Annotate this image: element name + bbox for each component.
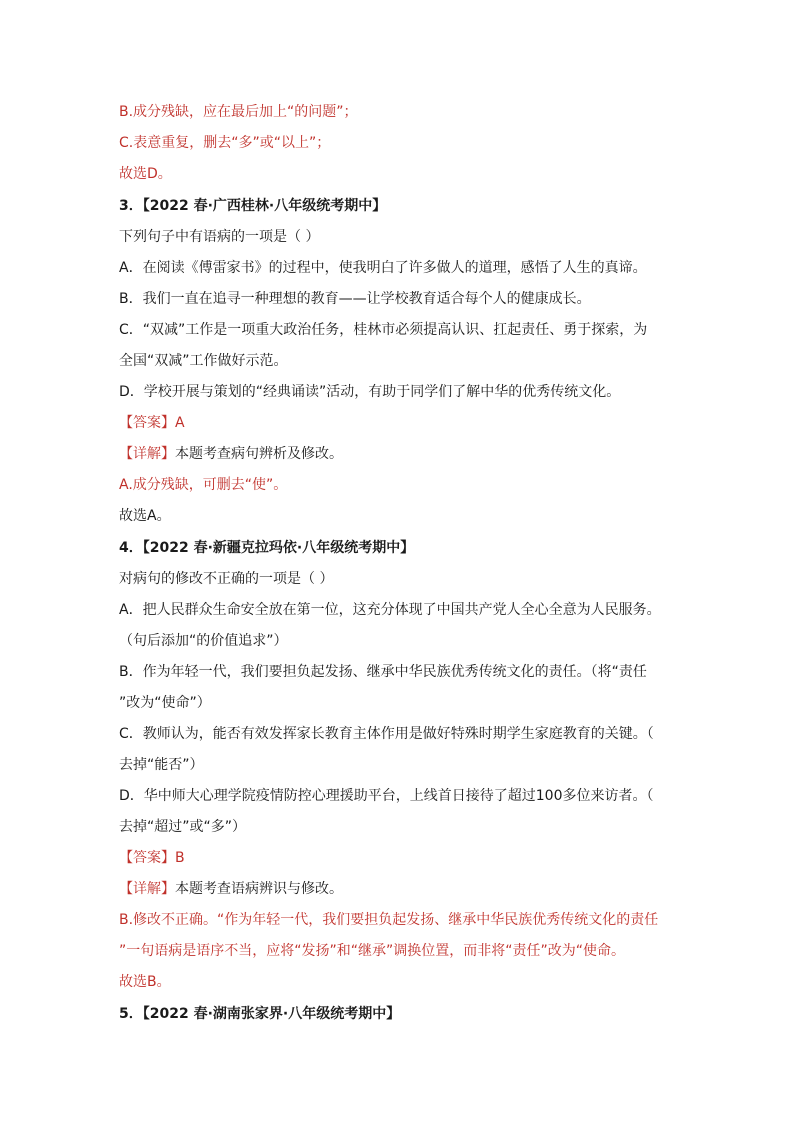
q3-option-d: D．学校开展与策划的“经典诵读”活动，有助于同学们了解中华的优秀传统文化。 xyxy=(119,384,621,400)
q3-detail xyxy=(119,444,679,464)
q3-explanation: A.成分残缺，可删去“使”。 xyxy=(119,477,288,493)
q3-header: 3．【2022 春·广西桂林·八年级统考期中】 xyxy=(119,198,387,214)
q3-conclusion: 故选A。 xyxy=(119,508,171,524)
q4-option-d-line2: 去掉“超过”或“多”） xyxy=(119,819,247,835)
q5-header: 5．【2022 春·湖南张家界·八年级统考期中】 xyxy=(119,1006,401,1022)
q4-detail xyxy=(119,879,679,899)
q4-detail-tag: 【详解】 xyxy=(119,881,175,897)
q4-answer-value: B xyxy=(175,850,185,866)
q4-option-b-line1: B．作为年轻一代，我们要担负起发扬、继承中华民族优秀传统文化的责任。（将“责任 xyxy=(119,664,647,680)
q4-option-b-line2: ”改为“使命”） xyxy=(119,695,211,711)
q3-option-c-line2: 全国“双减”工作做好示范。 xyxy=(119,353,288,369)
intro-option-b-explanation: B.成分残缺，应在最后加上“的问题”； xyxy=(119,104,358,120)
q3-detail-tag: 【详解】 xyxy=(119,446,175,462)
q4-option-a-line1: A．把人民群众生命安全放在第一位，这充分体现了中国共产党人全心全意为人民服务。 xyxy=(119,602,661,618)
q3-option-b: B．我们一直在追寻一种理想的教育——让学校教育适合每个人的健康成长。 xyxy=(119,291,591,307)
q4-conclusion: 故选B。 xyxy=(119,974,171,990)
q3-answer xyxy=(119,413,679,433)
q4-detail-text: 本题考查语病辨识与修改。 xyxy=(175,881,343,897)
q4-stem: 对病句的修改不正确的一项是（ ） xyxy=(119,571,334,587)
q4-explanation-line2: ”一句语病是语序不当，应将“发扬”和“继承”调换位置，而非将“责任”改为“使命。 xyxy=(119,943,626,959)
q3-option-c-line1: C．“双减”工作是一项重大政治任务，桂林市必须提高认识、扛起责任、勇于探索，为 xyxy=(119,322,648,338)
q4-option-c-line2: 去掉“能否”） xyxy=(119,757,204,773)
q4-option-a-line2: （句后添加“的价值追求”） xyxy=(119,633,288,649)
q3-option-a: A．在阅读《傅雷家书》的过程中，使我明白了许多做人的道理，感悟了人生的真谛。 xyxy=(119,260,647,276)
q4-header: 4．【2022 春·新疆克拉玛依·八年级统考期中】 xyxy=(119,540,415,556)
intro-conclusion: 故选D。 xyxy=(119,166,172,182)
q4-answer-tag: 【答案】 xyxy=(119,850,175,866)
q3-detail-text: 本题考查病句辨析及修改。 xyxy=(175,446,343,462)
q4-option-d-line1: D．华中师大心理学院疫情防控心理援助平台，上线首日接待了超过100多位来访者。（ xyxy=(119,788,654,804)
q4-explanation-line1: B.修改不正确。“作为年轻一代，我们要担负起发扬、继承中华民族优秀传统文化的责任 xyxy=(119,912,659,928)
q4-option-c-line1: C．教师认为，能否有效发挥家长教育主体作用是做好特殊时期学生家庭教育的关键。（ xyxy=(119,726,654,742)
q4-answer xyxy=(119,848,679,868)
q3-answer-value: A xyxy=(175,415,185,431)
q3-answer-tag: 【答案】 xyxy=(119,415,175,431)
intro-option-c-explanation: C.表意重复，删去“多”或“以上”； xyxy=(119,135,331,151)
q3-stem: 下列句子中有语病的一项是（ ） xyxy=(119,229,320,245)
